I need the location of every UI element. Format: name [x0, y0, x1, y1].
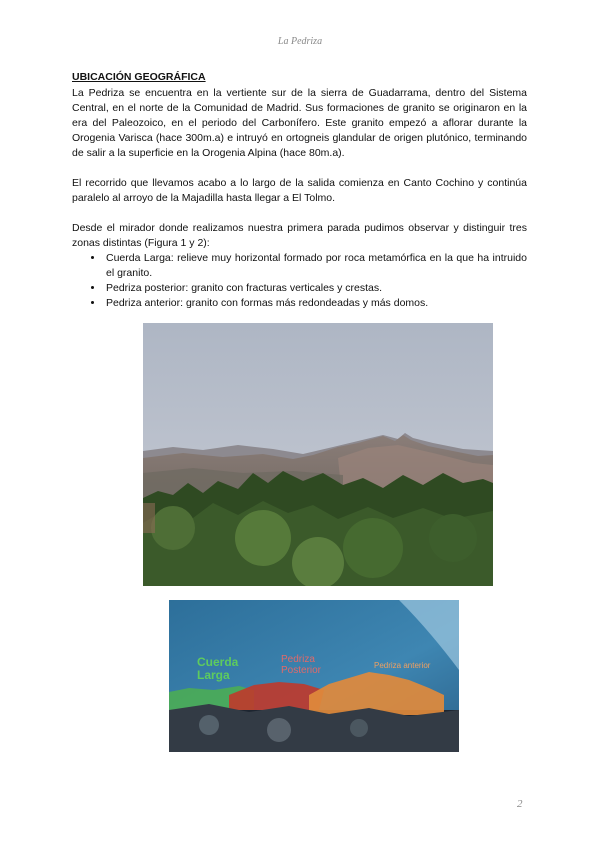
list-item: • Cuerda Larga: relieve muy horizontal formado por roca metamórfica en la que ha intruido el granito.: [104, 251, 527, 281]
page-number: 2: [517, 798, 523, 810]
section-title: UBICACIÓN GEOGRÁFICA: [72, 71, 206, 83]
paragraph-route: El recorrido que llevamos acabo a lo largo de la salida comienza en Canto Cochino y continúa paralelo al arroyo de la Majadilla hasta llegar a El Tolmo.: [72, 177, 527, 204]
zones-list: [72, 251, 527, 311]
paragraph-location: La Pedriza se encuentra en la vertiente sur de la sierra de Guadarrama, dentro del Sistema Central, en el norte de la Comunidad de Madrid. Sus formaciones de granito se originaron en la era del Paleozoico, en el periodo del Carbonífero. Este granito empezó a aflorar durante la Orogenia Varisca (hace 300m.a) e intruyó en ortogneis glandular de origen plutónico, terminando de salir a la superficie en la Orogenia Alpina (hace 80m.a).: [72, 87, 527, 159]
paragraph-viewpoint: Desde el mirador donde realizamos nuestra primera parada pudimos observar y distinguir tres zonas distintas (Figura 1 y 2):: [72, 222, 527, 249]
label-pedriza-anterior: Pedriza anterior: [374, 661, 431, 670]
figure-2-annotated-panel: [169, 600, 459, 752]
label-cuerda-larga: Cuerda Larga: [197, 655, 239, 682]
label-pedriza-posterior: Pedriza Posterior: [281, 654, 322, 676]
document-body: [72, 70, 527, 311]
page-header: La Pedriza: [277, 36, 323, 47]
list-item: • Pedriza posterior: granito con fracturas verticales y crestas.: [104, 281, 527, 296]
figure-1-landscape-photo: [143, 323, 493, 586]
list-item: • Pedriza anterior: granito con formas más redondeadas y más domos.: [104, 296, 527, 311]
